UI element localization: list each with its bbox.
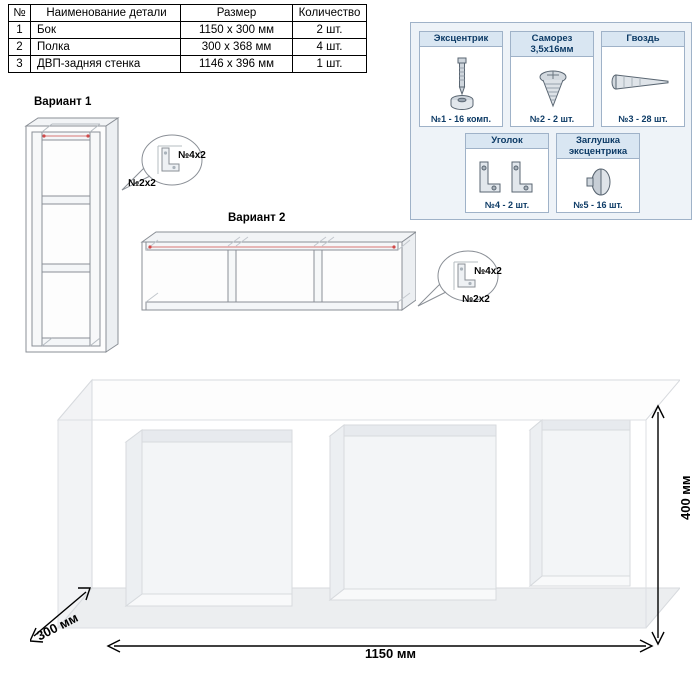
- table-header-row: [9, 5, 367, 22]
- hardware-title-line1: Заглушка: [575, 135, 621, 146]
- hardware-item-nail: [601, 31, 685, 127]
- hardware-item-cam-lock: [419, 31, 503, 127]
- hardware-title-line2: 3,5x16мм: [530, 43, 574, 55]
- header-qty: Количество: [293, 5, 367, 22]
- hardware-title-line2: эксцентрика: [568, 145, 628, 157]
- hardware-qty: №5 - 16 шт.: [573, 200, 623, 210]
- cell-name: Полка: [31, 39, 181, 56]
- cam-cap-icon: [557, 166, 639, 198]
- header-num: №: [9, 5, 31, 22]
- cell-name: Бок: [31, 22, 181, 39]
- cell-num: 3: [9, 56, 31, 73]
- variant2-drawing: [136, 226, 416, 326]
- hardware-qty: №3 - 28 шт.: [618, 114, 668, 124]
- header-size: Размер: [181, 5, 293, 22]
- hardware-title: Эксцентрик: [420, 32, 502, 47]
- hardware-item-corner-bracket: [465, 133, 549, 213]
- variant2-callout: [416, 244, 516, 334]
- cell-qty: 1 шт.: [293, 56, 367, 73]
- cam-lock-icon: [420, 54, 502, 112]
- parts-table: [8, 4, 367, 73]
- hardware-panel: [410, 22, 692, 220]
- nail-icon: [602, 54, 684, 112]
- variant2-label: Вариант 2: [228, 212, 286, 224]
- corner-bracket-icon: [466, 156, 548, 198]
- screw-icon: [511, 64, 593, 112]
- variant1-callout-top-label: №4х2: [178, 150, 206, 161]
- cell-size: 300 x 368 мм: [181, 39, 293, 56]
- hardware-qty: №1 - 16 комп.: [431, 114, 491, 124]
- cell-qty: 4 шт.: [293, 39, 367, 56]
- variant1-label: Вариант 1: [34, 96, 92, 108]
- cell-qty: 2 шт.: [293, 22, 367, 39]
- cell-name: ДВП-задняя стенка: [31, 56, 181, 73]
- hardware-qty: №4 - 2 шт.: [484, 200, 530, 210]
- hardware-title: [557, 134, 639, 159]
- hardware-title: [511, 32, 593, 57]
- variant2-callout-top-label: №4х2: [474, 266, 502, 277]
- table-row: [9, 56, 367, 73]
- table-row: [9, 39, 367, 56]
- dimension-height-label: 400 мм: [678, 475, 693, 520]
- hardware-title-line1: Саморез: [531, 33, 573, 44]
- dimension-depth-label: 300 мм: [34, 609, 81, 644]
- hardware-item-screw: [510, 31, 594, 127]
- table-row: [9, 22, 367, 39]
- cell-num: 2: [9, 39, 31, 56]
- variant1-callout-bottom-label: №2х2: [128, 178, 156, 189]
- cell-size: 1150 x 300 мм: [181, 22, 293, 39]
- variant1-callout: [120, 128, 220, 218]
- hardware-title: Уголок: [466, 134, 548, 149]
- dimension-width-label: 1150 мм: [365, 646, 417, 661]
- hardware-qty: №2 - 2 шт.: [529, 114, 575, 124]
- cell-size: 1146 x 396 мм: [181, 56, 293, 73]
- header-name: Наименование детали: [31, 5, 181, 22]
- hardware-title: Гвоздь: [602, 32, 684, 47]
- variant2-callout-bottom-label: №2х2: [462, 294, 490, 305]
- hardware-item-cam-cap: [556, 133, 640, 213]
- cell-num: 1: [9, 22, 31, 39]
- product-3d-view: [30, 350, 680, 680]
